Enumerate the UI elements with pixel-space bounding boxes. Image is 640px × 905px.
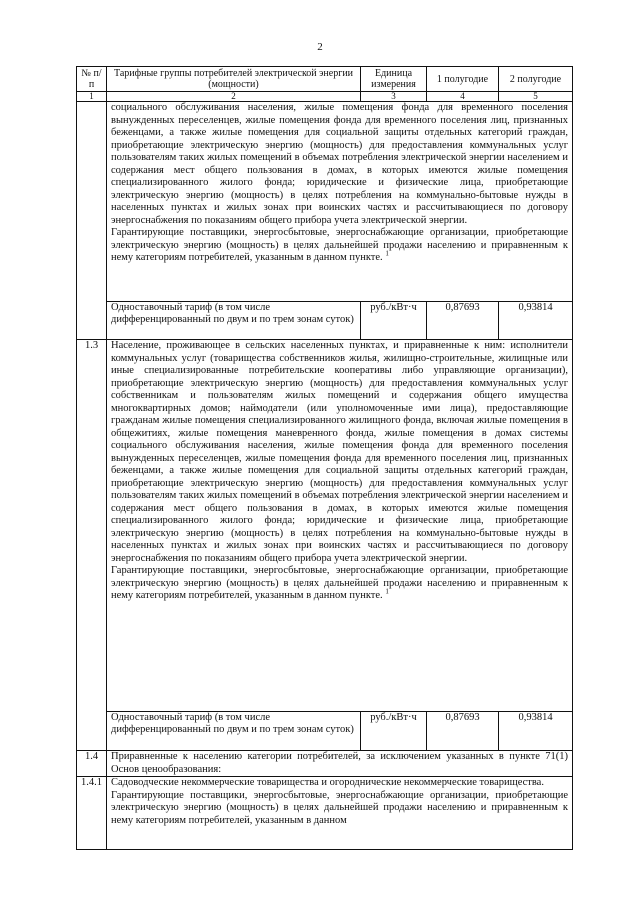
row-description (107, 340, 573, 712)
tariff-second-half: 0,93814 (499, 712, 573, 751)
table-row (77, 777, 573, 850)
tariff-first-half: 0,87693 (427, 302, 499, 340)
tariff-first-half: 0,87693 (427, 712, 499, 751)
page-number: 2 (317, 41, 323, 53)
header-second-half: 2 полугодие (499, 67, 573, 92)
tariff-table (76, 66, 573, 850)
guarantee-text: Гарантирующие поставщики, энергосбытовые, энергоснабжающие организации, приобретающие электрическую энергию (мощность) в целях дальнейшей продажи населению и приравненным к нему категориям потребителей, указанным в данном пункте. $^1$ (111, 565, 568, 601)
category-text: Приравненные к населению категории потребителей, за исключением указанных в пункте 71(1) Основ ценообразования: (111, 751, 568, 775)
category-text: Население, проживающее в сельских населенных пунктах, и приравненные к ним: исполнители коммунальных услуг (товарищества собственников жилья, жилищно-строительные, жилищные или иные специализированные потребительские кооперативы либо управляющие организации), приобретающие электрическую энергию (мощность) для предоставления коммунальных услуг собственникам и пользователям жилых помещений и содержания общего имущества многоквартирных домов; наймодатели (или уполномоченные ими лица), предоставляющие гражданам жилые помещения специализированного жилищного фонда, включая жилые помещения в общежитиях, жилые помещения маневренного фонда, жилые помещения в домах системы социального обслуживания населения, жилые помещения фонда для временного поселения вынужденных переселенцев, жилые помещения фонда для временного поселения лиц, признанных беженцами, а также жилые помещения для социальной защиты отдельных категорий граждан, приобретающие электрическую энергию (мощность) для предоставления коммунальных услуг пользователям таких жилых помещений в объемах потребления электрической энергии населением и содержания мест общего пользования в домах, в которых имеются жилые помещения специализированного жилого фонда; юридические и физические лица, приобретающие электрическую энергию (мощность) в целях потребления на коммунально-бытовые нужды в населенных пунктах и жилых зонах при воинских частях и рассчитывающиеся по договору энергоснабжения по показаниям общего прибора учета электрической энергии. (111, 340, 568, 564)
column-number: 1 (77, 92, 107, 102)
footnote-mark: 1 (385, 587, 389, 596)
column-number: 4 (427, 92, 499, 102)
category-text: Садоводческие некоммерческие товарищества и огороднические некоммерческие товарищества. (111, 777, 544, 788)
table-header-row (77, 67, 573, 92)
tariff-unit: руб./кВт·ч (361, 712, 427, 751)
guarantee-text: Гарантирующие поставщики, энергосбытовые, энергоснабжающие организации, приобретающие электрическую энергию (мощность) в целях дальнейшей продажи населению и приравненным к нему категориям потребителей, указанным в данном пункте. $^1$ (111, 227, 568, 263)
table-row (77, 340, 573, 712)
footnote-mark: 1 (385, 249, 389, 258)
tariff-name: Одноставочный тариф (в том числе дифференцированный по двум и по трем зонам суток) (107, 302, 361, 340)
row-number: 1.4 (77, 751, 107, 777)
header-tariff-groups: Тарифные группы потребителей электрической энергии (мощности) (107, 67, 361, 92)
header-first-half: 1 полугодие (427, 67, 499, 92)
tariff-unit: руб./кВт·ч (361, 302, 427, 340)
row-description (107, 102, 573, 302)
table-row (77, 102, 573, 302)
row-number: 1.4.1 (77, 777, 107, 850)
column-number: 3 (361, 92, 427, 102)
row-number: 1.3 (77, 340, 107, 751)
header-number: № п/п (77, 67, 107, 92)
tariff-name: Одноставочный тариф (в том числе дифференцированный по двум и по трем зонам суток) (107, 712, 361, 751)
table-row (77, 751, 573, 777)
category-text: социального обслуживания населения, жилые помещения фонда для временного поселения вынужденных переселенцев, жилые помещения фонда для временного поселения лиц, признанных беженцами, а также жилые помещения для социальной защиты отдельных категорий граждан, приобретающие электрическую энергию (мощность) для предоставления коммунальных услуг пользователям таких жилых помещений в объемах потребления электрической энергии населением и содержания мест общего пользования в домах, в которых имеются жилые помещения специализированного жилого фонда; юридические и физические лица, приобретающие электрическую энергию (мощность) в целях потребления на коммунально-бытовые нужды в населенных пунктах и жилых зонах при воинских частях и рассчитывающиеся по договору энергоснабжения по показаниям общего прибора учета электрической энергии. (111, 102, 568, 226)
header-unit: Единица измерения (361, 67, 427, 92)
row-description (107, 777, 573, 850)
row-description (107, 751, 573, 777)
tariff-row (77, 712, 573, 751)
guarantee-text: Гарантирующие поставщики, энергосбытовые, энергоснабжающие организации, приобретающие электрическую энергию (мощность) в целях дальнейшей продажи населению и приравненным к нему категориям потребителей, указанным в данном (111, 789, 568, 826)
column-number-row (77, 92, 573, 102)
column-number: 5 (499, 92, 573, 102)
row-number (77, 102, 107, 340)
tariff-second-half: 0,93814 (499, 302, 573, 340)
tariff-row (77, 302, 573, 340)
column-number: 2 (107, 92, 361, 102)
